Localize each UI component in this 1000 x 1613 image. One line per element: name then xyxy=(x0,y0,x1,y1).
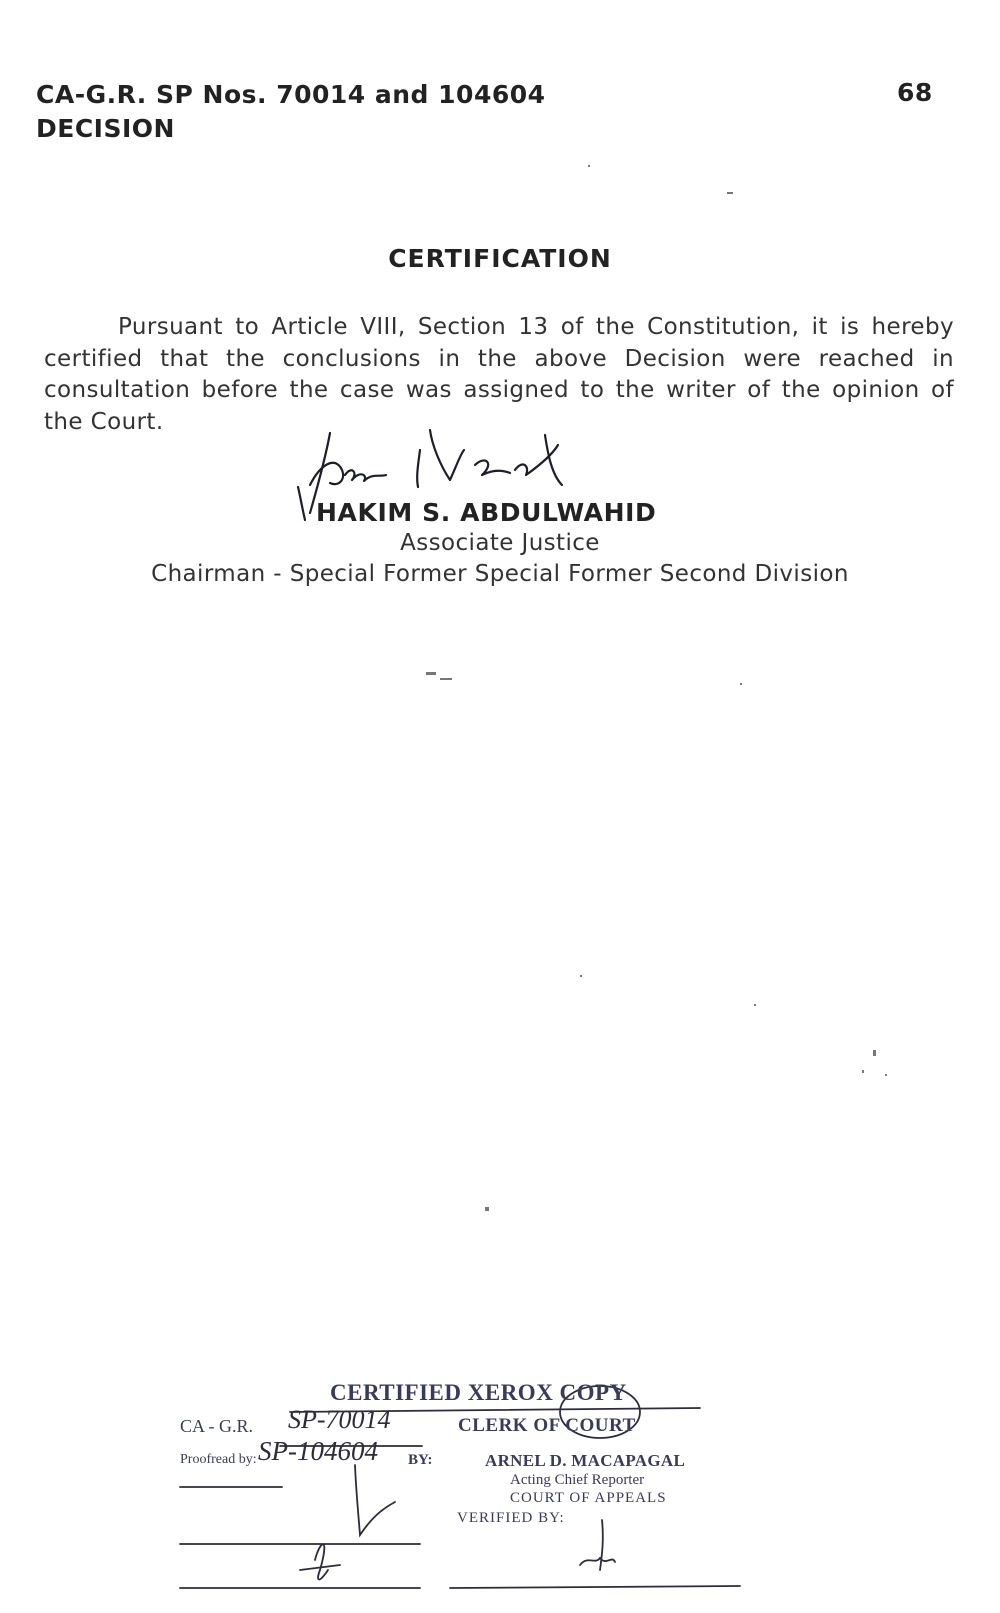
stamp-officer-name: ARNEL D. MACAPAGAL xyxy=(485,1451,686,1470)
stamp-clerk-label: CLERK OF COURT xyxy=(458,1415,636,1436)
stamp-officer-role: Acting Chief Reporter xyxy=(510,1472,645,1488)
stamp-by-label: BY: xyxy=(408,1452,433,1468)
case-number: CA-G.R. SP Nos. 70014 and 104604 xyxy=(36,80,546,109)
justice-name: HAKIM S. ABDULWAHID xyxy=(316,498,657,527)
handwritten-case-1: SP-70014 xyxy=(288,1405,391,1434)
handwritten-case-2: SP-104604 xyxy=(258,1436,378,1466)
justice-division: Chairman - Special Former Special Former Second Division xyxy=(151,561,849,587)
stamp-proofread-label: Proofread by: xyxy=(180,1452,257,1467)
document-type: DECISION xyxy=(36,114,175,143)
stamp-case-prefix: CA - G.R. xyxy=(180,1416,254,1436)
certification-body: Pursuant to Article VIII, Section 13 of the Constitution, it is hereby certified that the conclusions in the above Decision were reached in consultation before the case was assigned to the writer of the opinion of the Court. xyxy=(44,314,954,435)
certification-title: CERTIFICATION xyxy=(388,244,612,273)
justice-title: Associate Justice xyxy=(400,530,600,556)
stamp-officer-court: COURT OF APPEALS xyxy=(510,1490,667,1506)
stamp-verified-label: VERIFIED BY: xyxy=(457,1510,565,1526)
page-number: 68 xyxy=(897,78,933,107)
stamp-heading: CERTIFIED XEROX COPY xyxy=(330,1380,627,1405)
